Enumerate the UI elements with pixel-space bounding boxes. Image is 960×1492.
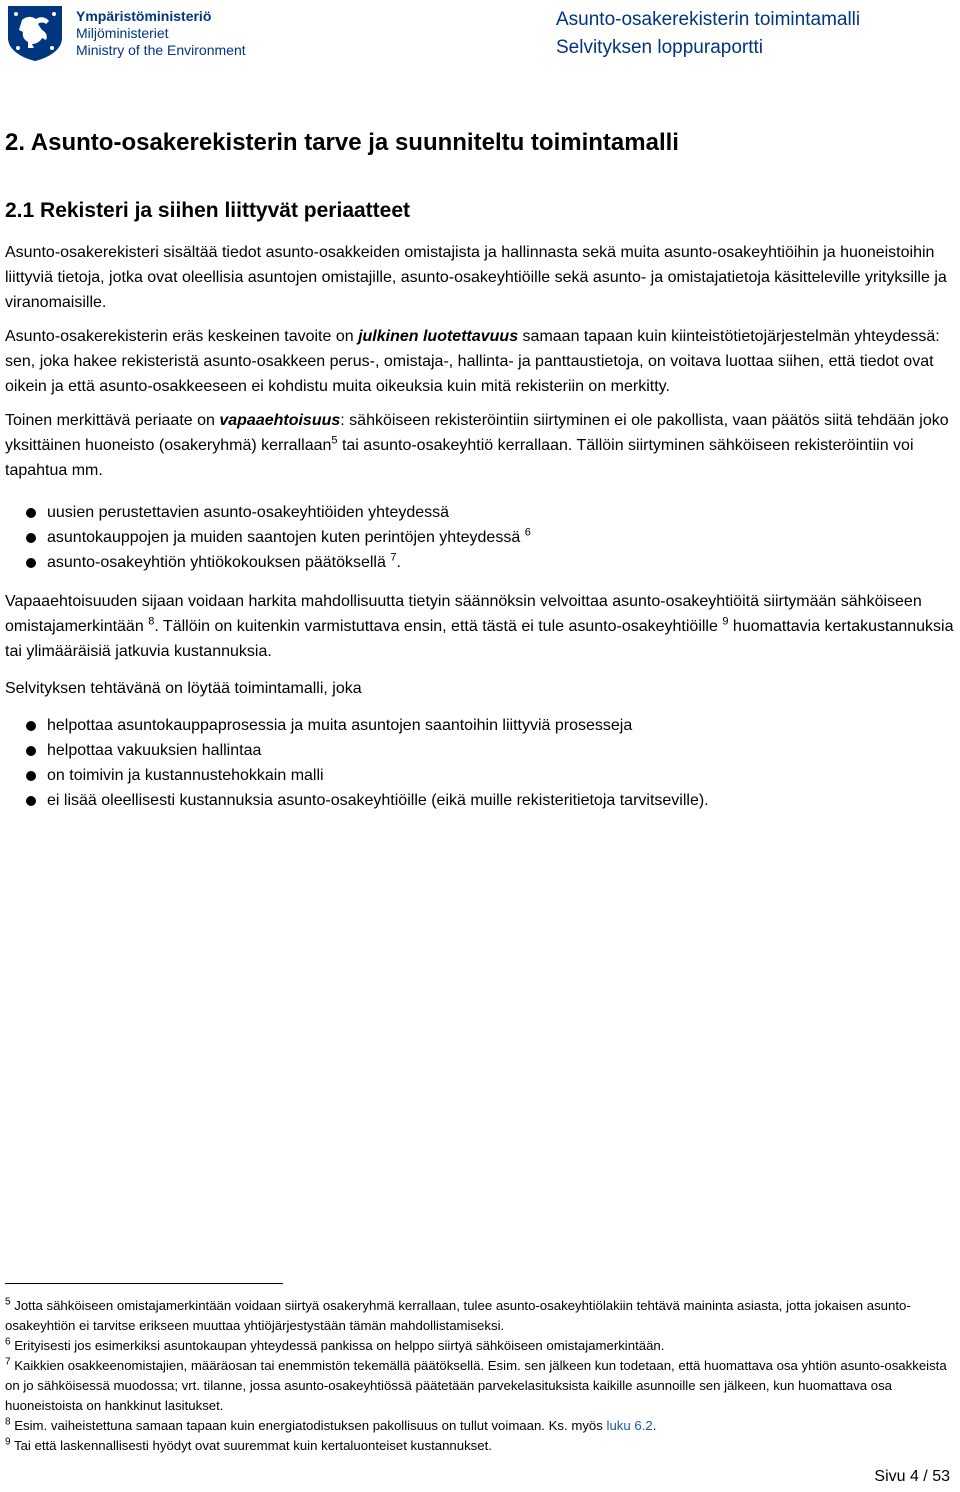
bullet-icon xyxy=(26,721,36,731)
footnote-7 xyxy=(5,1356,955,1416)
footnote-text: Kaikkien osakkeenomistajien, määräosan tai enemmistön tekemällä päätöksellä. Esim. sen jälkeen kun todetaan, että huomattava osa yhtiön asunto-osakkeista on jo sähköisessä muodossa; vrt. tilanne, jossa asunto-osakeyhtiössä päätetään parvekelasituksista kaikille asunnoille sen jälkeen, kun huomattava osa huoneistoista on hankkinut lasitukset. xyxy=(5,1358,947,1413)
text-run: huomattavia kertakustannuksia tai ylimääräisiä jatkuvia kustannuksia. xyxy=(5,618,954,660)
document-header xyxy=(556,6,860,62)
paragraph-obligation xyxy=(5,589,955,664)
footnote-ref-5[interactable]: 5 xyxy=(331,434,338,447)
footnote-number: 7 xyxy=(5,1356,11,1368)
paragraph-reliability xyxy=(5,324,955,399)
list-item-text: on toimivin ja kustannustehokkain malli xyxy=(47,767,324,784)
text-run: . xyxy=(396,554,401,571)
text-run: samaan tapaan kuin kiinteistötietojärjestelmän yhteydessä: sen, joka hakee rekisteristä asunto-osakkeen perus-, omistaja-, hallinta- ja panttaustietoja, on voitava luottaa siihen, että tiedot ovat oikein ja että asunto-osakkeeseen ei kohdistu muita oikeuksia kuin mitä rekisteriin on merkitty. xyxy=(5,328,940,395)
footnote-text: Jotta sähköiseen omistajamerkintään voidaan siirtyä osakeryhmä kerrallaan, tulee asunto-osakeyhtiölakiin tehtävä maininta asiasta, jotta jokaisen asunto-osakeyhtiön ei tarvitse erikseen muuttaa yhtiöjärjestystään tämän mahdollistamiseksi. xyxy=(5,1298,911,1333)
footnote-ref-9[interactable]: 9 xyxy=(722,615,729,628)
list-item xyxy=(5,500,955,525)
bullet-icon xyxy=(26,796,36,806)
bullet-icon xyxy=(26,746,36,756)
text-run: Toinen merkittävä periaate on xyxy=(5,412,220,429)
footnote-8 xyxy=(5,1416,955,1436)
footnote-6 xyxy=(5,1336,955,1356)
text-run: : sähköiseen rekisteröintiin siirtyminen ei ole pakollista, vaan päätös siitä tehdään joko yksittäinen huoneisto (osakeryhmä) kerrallaan xyxy=(5,412,949,454)
footnotes xyxy=(5,1296,955,1456)
document-subtitle: Selvityksen loppuraportti xyxy=(556,37,763,58)
footnote-ref-8[interactable]: 8 xyxy=(148,615,155,628)
footnote-number: 6 xyxy=(5,1336,11,1348)
list-item-text: uusien perustettavien asunto-osakeyhtiöiden yhteydessä xyxy=(47,504,450,521)
paragraph-register-contents: Asunto-osakerekisteri sisältää tiedot asunto-osakkeiden omistajista ja hallinnasta sekä muita asunto-osakeyhtiöihin ja huoneistoihin liittyviä tietoja, jotka ovat oleellisia asuntojen omistajille, asunto-osakeyhtiöille sekä asunto- ja omistajatietoja käsitteleville yrityksille ja viranomaisille. xyxy=(5,244,947,311)
footnote-ref-6[interactable]: 6 xyxy=(524,526,531,539)
text-run: tai asunto-osakeyhtiö kerrallaan. Tällöin siirtyminen sähköiseen rekisteröintiin voi tapahtua mm. xyxy=(5,437,914,479)
footnote-text: Tai että laskennallisesti hyödyt ovat suuremmat kuin kertaluonteiset kustannukset. xyxy=(10,1438,492,1453)
logo-line-en: Ministry of the Environment xyxy=(76,42,246,58)
section-link[interactable]: luku 6.2 xyxy=(606,1418,653,1433)
goal-list xyxy=(5,713,955,813)
list-item-text: helpottaa vakuuksien hallintaa xyxy=(47,742,262,759)
list-item xyxy=(5,738,955,763)
list-item-text: helpottaa asuntokauppaprosessia ja muita asuntojen saantoihin liittyviä prosesseja xyxy=(47,717,633,734)
list-item-text: ei lisää oleellisesti kustannuksia asunto-osakeyhtiöille (eikä muille rekisteritietoja tarvitseville). xyxy=(47,792,709,809)
emphasis-voluntary: vapaaehtoisuus xyxy=(219,412,341,429)
footnote-number: 9 xyxy=(5,1436,11,1448)
list-item xyxy=(5,763,955,788)
main-content xyxy=(5,128,955,813)
transition-list xyxy=(5,500,955,575)
ministry-logo xyxy=(4,4,264,62)
text-run: . Tällöin on kuitenkin varmistuttava ensin, että tästä ei tule asunto-osakeyhtiöille xyxy=(154,618,718,635)
list-item xyxy=(5,713,955,738)
text-run: . xyxy=(652,1418,657,1433)
page-number: Sivu 4 / 53 xyxy=(874,1468,950,1485)
list-item-text: asunto-osakeyhtiön yhtiökokouksen päätöksellä xyxy=(47,554,386,571)
footnote-text: Erityisesti jos esimerkiksi asuntokaupan yhteydessä pankissa on helppo siirtyä sähköiseen omistajamerkintään. xyxy=(10,1338,665,1353)
list-item xyxy=(5,525,955,550)
footnote-number: 8 xyxy=(5,1416,11,1428)
footnote-divider xyxy=(5,1283,283,1284)
logo-line-sv: Miljöministeriet xyxy=(76,25,169,41)
paragraph-goal: Selvityksen tehtävänä on löytää toimintamalli, joka xyxy=(5,680,362,697)
section-heading: 2. Asunto-osakerekisterin tarve ja suunniteltu toimintamalli xyxy=(5,129,679,156)
list-item xyxy=(5,550,955,575)
logo-line-fi: Ympäristöministeriö xyxy=(76,8,212,24)
list-item xyxy=(5,788,955,813)
paragraph-voluntary xyxy=(5,408,955,483)
lion-emblem-icon xyxy=(4,4,66,62)
bullet-icon xyxy=(26,533,36,543)
footnote-number: 5 xyxy=(5,1296,11,1308)
emphasis-reliability: julkinen luotettavuus xyxy=(358,328,519,345)
list-item-text: asuntokauppojen ja muiden saantojen kuten perintöjen yhteydessä xyxy=(47,529,521,546)
footnote-ref-7[interactable]: 7 xyxy=(390,551,397,564)
subsection-heading: 2.1 Rekisteri ja siihen liittyvät periaatteet xyxy=(5,199,411,222)
document-title: Asunto-osakerekisterin toimintamalli xyxy=(556,9,861,30)
footnote-text: Esim. vaiheistettuna samaan tapaan kuin energiatodistuksen pakollisuus on tullut voimaan. Ks. myös xyxy=(10,1418,607,1433)
bullet-icon xyxy=(26,771,36,781)
text-run: Asunto-osakerekisterin eräs keskeinen tavoite on xyxy=(5,328,359,345)
text-run: Vapaaehtoisuuden sijaan voidaan harkita mahdollisuutta tietyin säännöksin velvoittaa asunto-osakeyhtiöitä siirtymään sähköiseen omistajamerkintään xyxy=(5,593,922,635)
footnote-9 xyxy=(5,1436,955,1456)
footnote-5 xyxy=(5,1296,955,1336)
bullet-icon xyxy=(26,508,36,518)
bullet-icon xyxy=(26,558,36,568)
